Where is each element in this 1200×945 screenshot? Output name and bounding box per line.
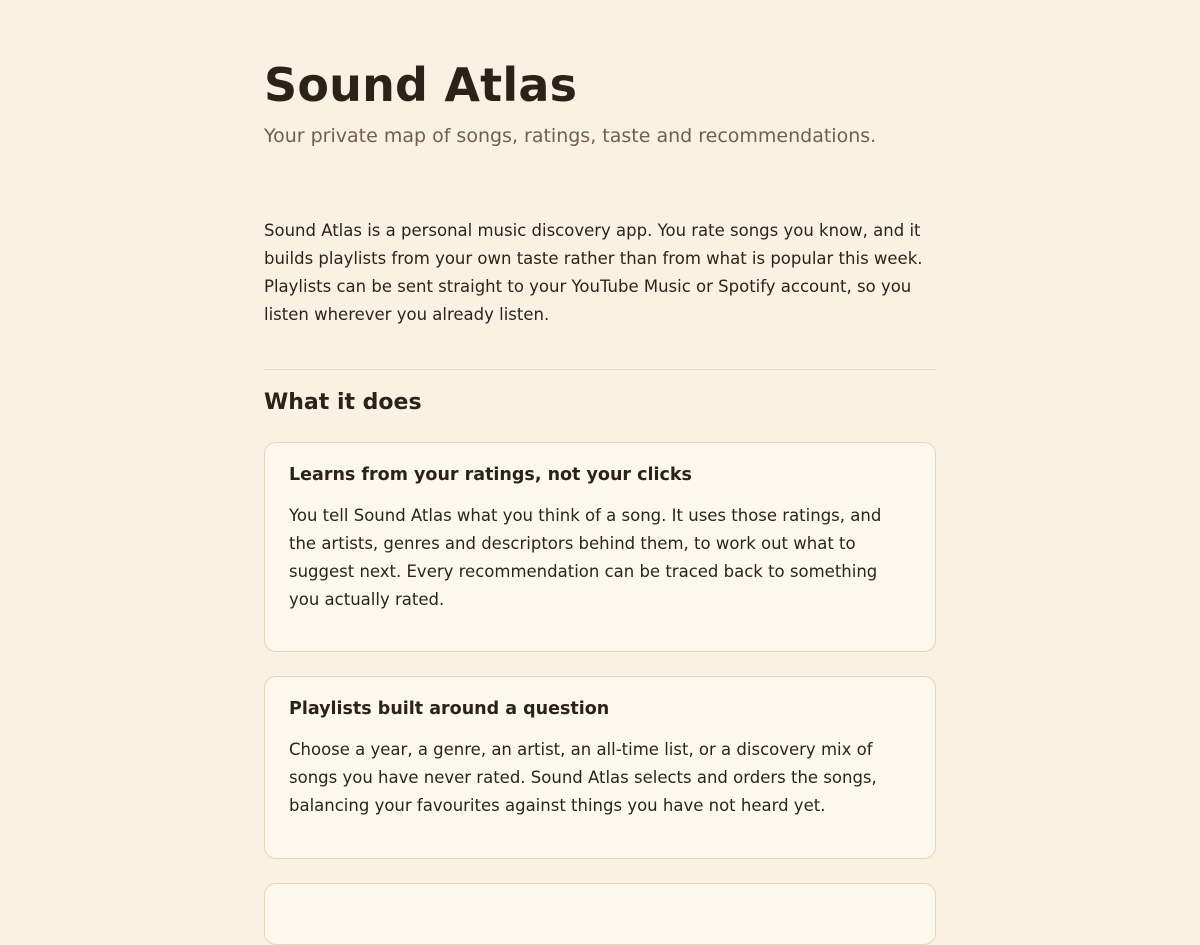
feature-card <box>264 883 936 945</box>
feature-card <box>264 676 936 859</box>
feature-card-body: You tell Sound Atlas what you think of a song. It uses those ratings, and the artists, genres and descriptors behind them, to work out what to suggest next. Every recommendation can be traced back to something you actually rated. <box>289 506 882 609</box>
features-heading: What it does <box>264 390 422 415</box>
feature-card <box>264 442 936 652</box>
page-title: Sound Atlas <box>264 58 578 112</box>
page-subtitle: Your private map of songs, ratings, taste and recommendations. <box>264 125 877 147</box>
section-divider <box>264 369 936 370</box>
feature-card-title: Learns from your ratings, not your clicks <box>289 465 692 485</box>
feature-card-title: Playlists built around a question <box>289 699 610 719</box>
intro-paragraph: Sound Atlas is a personal music discovery app. You rate songs you know, and it builds playlists from your own taste rather than from what is popular this week. Playlists can be sent straight to your YouTube Music or Spotify account, so you listen wherever you already listen. <box>264 221 923 324</box>
feature-card-body: Choose a year, a genre, an artist, an all-time list, or a discovery mix of songs you have never rated. Sound Atlas selects and orders the songs, balancing your favourites against things you have not heard yet. <box>289 740 877 815</box>
